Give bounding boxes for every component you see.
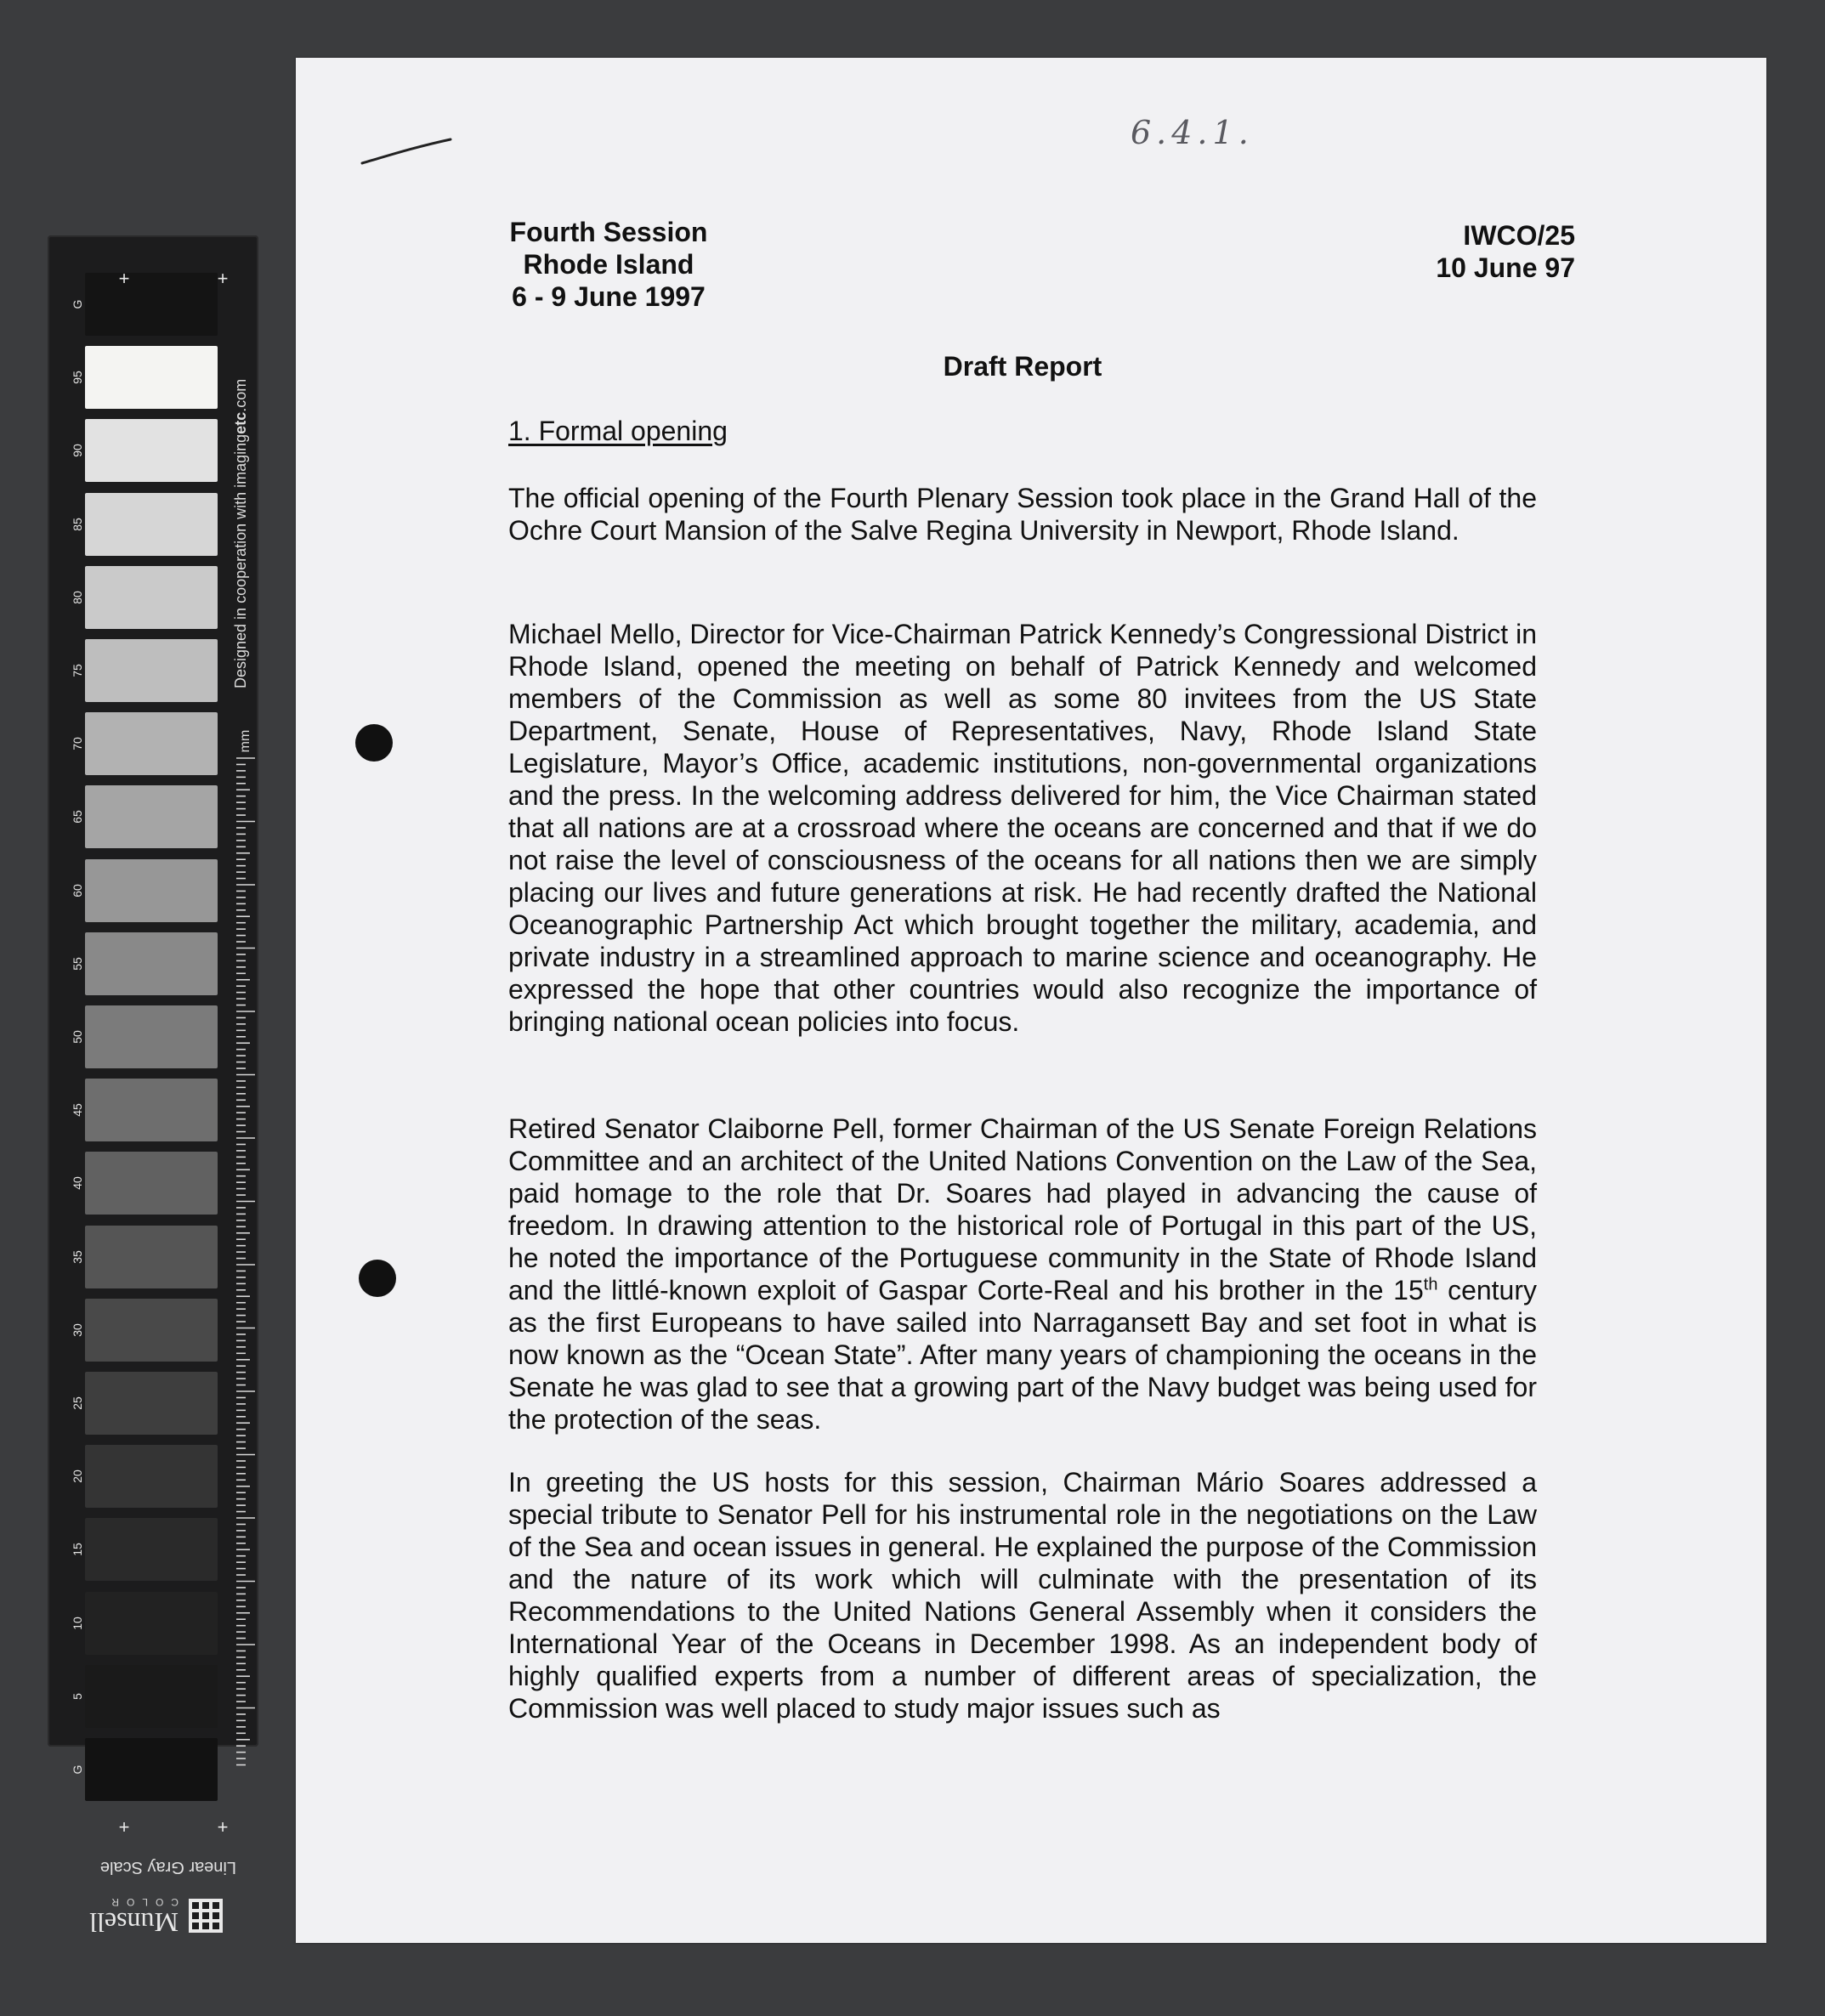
gray-patch-label: 95 bbox=[71, 371, 84, 384]
gray-patch-label: G bbox=[71, 1764, 84, 1775]
paragraph-text: Retired Senator Claiborne Pell, former Chairman of the US Senate Foreign Relations Committee and an architect of the United Nations Convention on the Law of the Sea, paid homage to the role that Dr. Soares had played in advancing the cause of freedom. In drawing attention to the historical role of Portugal in this part of the US, he noted the importance of the Portuguese community in the State of Rhode Island and the littlé-known exploit of Gaspar Corte-Real and his brother in the 15 bbox=[508, 1113, 1537, 1305]
gray-patch bbox=[85, 493, 218, 556]
session-name: Fourth Session bbox=[509, 217, 708, 247]
gray-patch-label: 75 bbox=[71, 664, 84, 677]
gray-patch-label: 30 bbox=[71, 1323, 84, 1337]
gray-patch-label: 20 bbox=[71, 1470, 84, 1483]
paragraph-official-opening: The official opening of the Fourth Plenary Session took place in the Grand Hall of the Ochre Court Mansion of the Salve Regina University in Newport, Rhode Island. bbox=[508, 483, 1537, 546]
registration-mark: + bbox=[118, 268, 130, 289]
gray-patch bbox=[85, 1592, 218, 1655]
gray-patch bbox=[85, 1299, 218, 1362]
report-title: Draft Report bbox=[943, 351, 1102, 382]
mm-label: mm bbox=[238, 729, 252, 753]
gray-patch bbox=[85, 712, 218, 775]
gray-patch-label: 55 bbox=[71, 957, 84, 971]
gray-patch-label: 5 bbox=[71, 1692, 84, 1700]
gray-patch-label: 10 bbox=[71, 1616, 84, 1630]
ordinal-superscript: th bbox=[1423, 1275, 1438, 1294]
gray-patch bbox=[85, 1152, 218, 1215]
paragraph-chairman-soares: In greeting the US hosts for this session, Chairman Mário Soares addressed a special tribute to Senator Pell for his instrumental role in the negotiations on the Law of the Sea and ocean issues in general. He explained the purpose of the Commission and the nature of its work which will culminate with the presentation of its Recommendations to the United Nations General Assembly when it considers the International Year of the Oceans in December 1998. As an independent body of highly qualified experts from a number of different areas of specialization, the Commission was well placed to study major issues such as bbox=[508, 1467, 1537, 1724]
pen-stroke-mark bbox=[360, 133, 454, 167]
scale-credit-text bbox=[230, 348, 252, 688]
gray-patch bbox=[85, 859, 218, 922]
document-code: IWCO/25 bbox=[1463, 220, 1575, 251]
registration-mark: + bbox=[118, 1816, 130, 1838]
scale-name: Linear Gray Scale bbox=[99, 1858, 236, 1877]
paragraph-michael-mello: Michael Mello, Director for Vice-Chairman Patrick Kennedy’s Congressional District in Rhode Island, opened the meeting on behalf of Patrick Kennedy and welcomed members of the Commission as well as some 80 invitees from the US State Department, Senate, House of Representatives, Navy, Rhode Island State Legislature, Mayor’s Office, academic institutions, non-governmental organizations and the press. In the welcoming address delivered for him, the Vice Chairman stated that all nations are at a crossroad where the oceans are concerned and that if we do not raise the level of consciousness of the oceans for all nations then we are simply placing our lives and future generations at risk. He had recently drafted the National Oceanographic Partnership Act which brought together the military, academia, and private industry in a streamlined approach to marine science and oceanography. He expressed the hope that other countries would also recognize the importance of bringing national ocean policies into focus. bbox=[508, 619, 1537, 1037]
gray-patch-label: 15 bbox=[71, 1543, 84, 1557]
gray-patch-label: 60 bbox=[71, 883, 84, 898]
gray-patch bbox=[85, 1738, 218, 1801]
gray-patch bbox=[85, 785, 218, 848]
gray-patch bbox=[85, 273, 218, 336]
punch-hole bbox=[355, 724, 393, 762]
gray-patch-label: 80 bbox=[71, 591, 84, 604]
munsell-grid-icon bbox=[189, 1899, 223, 1933]
credit-suffix: .com bbox=[232, 378, 249, 412]
gray-patch-label: 25 bbox=[71, 1396, 84, 1410]
munsell-brand-sub: COLOR bbox=[104, 1896, 179, 1908]
gray-patch bbox=[85, 1226, 218, 1288]
paragraph-text: century as the first Europeans to have sailed into Narragansett Bay and set foot in what is now known as the “Ocean State”. After many years of championing the oceans in the Senate he was glad to see that a growing part of the Navy budget was being used for the protection of the seas. bbox=[508, 1275, 1537, 1435]
gray-patch bbox=[85, 1445, 218, 1508]
gray-patch bbox=[85, 1518, 218, 1581]
mm-ruler bbox=[235, 756, 260, 1770]
section-heading: 1. Formal opening bbox=[508, 416, 728, 446]
gray-patch-label: 35 bbox=[71, 1249, 84, 1264]
gray-patch bbox=[85, 932, 218, 995]
gray-patch-label: 90 bbox=[71, 444, 84, 458]
registration-mark: + bbox=[217, 1816, 229, 1838]
document-page bbox=[296, 58, 1766, 1943]
gray-patch-label: 70 bbox=[71, 737, 84, 750]
gray-patch bbox=[85, 1665, 218, 1728]
document-date: 10 June 97 bbox=[1436, 252, 1575, 283]
session-info bbox=[481, 216, 736, 313]
session-location: Rhode Island bbox=[523, 249, 694, 280]
gray-patch-label: 65 bbox=[71, 810, 84, 824]
gray-patch bbox=[85, 1005, 218, 1068]
registration-mark: + bbox=[217, 268, 229, 289]
gray-patch bbox=[85, 639, 218, 702]
munsell-brand: Munsell bbox=[89, 1907, 179, 1938]
gray-patch bbox=[85, 419, 218, 482]
session-dates: 6 - 9 June 1997 bbox=[512, 281, 706, 312]
punch-hole bbox=[359, 1260, 396, 1297]
gray-scale-card bbox=[48, 235, 258, 1838]
handwritten-note: 6.4.1. bbox=[1131, 114, 1254, 151]
gray-patch bbox=[85, 1079, 218, 1141]
gray-patch-label: G bbox=[71, 299, 84, 309]
gray-patch-label: 40 bbox=[71, 1176, 84, 1191]
gray-patch-label: 50 bbox=[71, 1030, 84, 1044]
paragraph-senator-pell bbox=[508, 1113, 1537, 1436]
gray-patch bbox=[85, 346, 218, 409]
document-reference bbox=[1435, 219, 1575, 284]
munsell-logo bbox=[53, 1892, 223, 1938]
gray-patch-label: 45 bbox=[71, 1103, 84, 1117]
gray-patch bbox=[85, 1372, 218, 1435]
credit-prefix: Designed in cooperation with imaging bbox=[232, 433, 249, 688]
gray-patch bbox=[85, 566, 218, 629]
gray-patch-label: 85 bbox=[71, 517, 84, 531]
credit-bold: etc bbox=[232, 411, 249, 434]
